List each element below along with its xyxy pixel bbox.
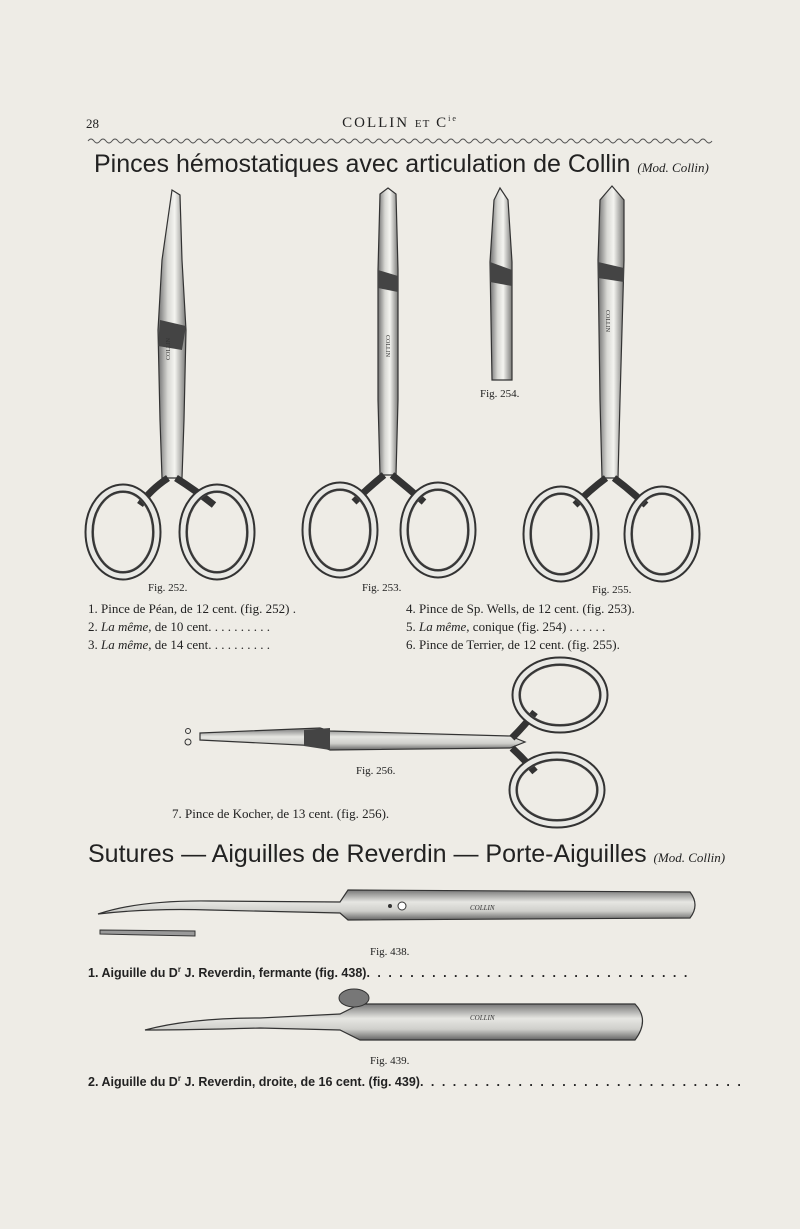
publisher-cie-sup: ie <box>448 114 458 123</box>
list-item: 1. Pince de Péan, de 12 cent. (fig. 252) . <box>88 601 296 616</box>
hemostatic-forceps-pean-illustration <box>89 190 251 576</box>
list-item: 4. Pince de Sp. Wells, de 12 cent. (fig. 253). <box>406 601 635 616</box>
list-item: 5. La même, conique (fig. 254) . . . . . . <box>406 619 606 634</box>
hemostatic-forceps-terrier-illustration <box>527 186 696 578</box>
list-item: 6. Pince de Terrier, de 12 cent. (fig. 255). <box>406 637 620 652</box>
publisher-name: COLLIN <box>342 115 410 131</box>
list-item: 1. Aiguille du $D^r$ J. Reverdin, fermante (fig. 438). . . . . . . . . . . . . . . . . . . . . . . . . . . . . . <box>88 965 690 981</box>
figure-caption: Fig. 439. <box>370 1055 410 1067</box>
kocher-forceps-illustration <box>185 661 604 824</box>
figure-caption: Fig. 256. <box>356 765 396 777</box>
engraved-mark: COLLIN <box>384 335 390 357</box>
list-item: 3. La même, de 14 cent. . . . . . . . . . <box>88 637 270 652</box>
model-note: (Mod. Collin) <box>653 850 726 865</box>
section-title-sutures <box>88 840 725 869</box>
figure-caption: Fig. 255. <box>592 584 632 596</box>
engraved-mark: COLLIN <box>166 338 172 360</box>
hemostatic-forceps-wells-illustration <box>306 188 472 574</box>
figure-caption: Fig. 252. <box>148 582 188 594</box>
figure-caption: Fig. 438. <box>370 946 410 958</box>
section-title-text: Pinces hémostatiques avec articulation de Collin <box>94 150 631 178</box>
figure-caption: Fig. 253. <box>362 582 402 594</box>
conical-forceps-tip-illustration <box>490 188 512 380</box>
reverdin-needle-closing-illustration <box>98 890 695 936</box>
figure-caption: Fig. 254. <box>480 388 520 400</box>
list-item: 7. Pince de Kocher, de 13 cent. (fig. 256). <box>172 806 390 821</box>
engraved-mark: COLLIN <box>604 310 610 332</box>
publisher-cie: C <box>436 115 449 131</box>
section-title-text: Sutures — Aiguilles de Reverdin — Porte-Aiguilles <box>88 840 647 868</box>
publisher-et: ET <box>414 118 431 130</box>
list-item: 2. La même, de 10 cent. . . . . . . . . . <box>88 619 270 634</box>
list-item: 2. Aiguille du $D^r$ J. Reverdin, droite, de 16 cent. (fig. 439). . . . . . . . . . . . . . . . . . . . . . . . . . . . . . <box>88 1074 743 1090</box>
engraved-mark: COLLIN <box>470 1014 495 1022</box>
dot-leader: . . . . . . . . . . . . . . . . . . . . . . . . . . . . . . <box>419 1075 743 1090</box>
dot-leader: . . . . . . . . . . . . . . . . . . . . . . . . . . . . . . <box>366 966 690 981</box>
reverdin-needle-straight-illustration <box>145 989 643 1040</box>
engraved-mark: COLLIN <box>470 904 495 912</box>
page-number: 28 <box>86 116 99 131</box>
model-note: (Mod. Collin) <box>637 160 709 175</box>
